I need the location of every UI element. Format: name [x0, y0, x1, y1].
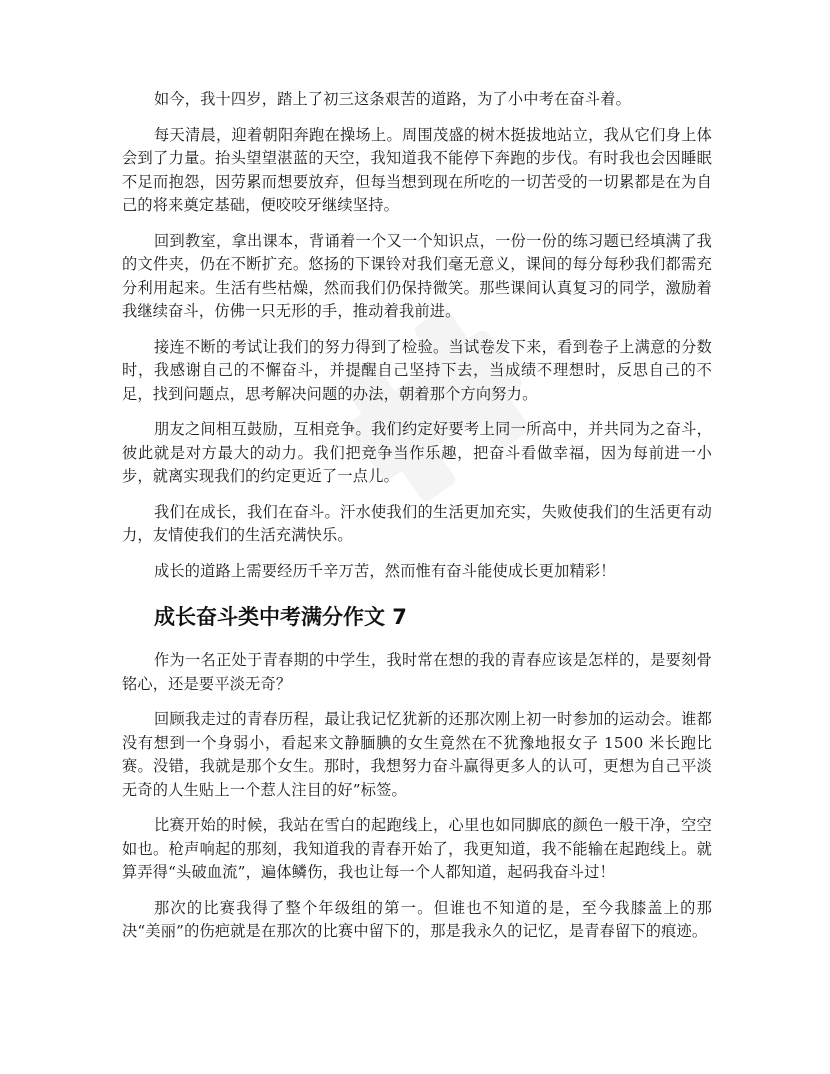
paragraph-10: 比赛开始的时候，我站在雪白的起跑线上，心里也如同脚底的颜色一般干净，空空如也。枪声响起的那刻，我知道我的青春开始了，我更知道，我不能输在起跑线上。就算弄得“头破血流”，遍体鳞伤，我也让每一个人都知道，起码我奋斗过！: [122, 816, 712, 881]
paragraph-4: 接连不断的考试让我们的努力得到了检验。当试卷发下来，看到卷子上满意的分数时，我感谢自己的不懈奋斗，并提醒自己坚持下去，当成绩不理想时，反思自己的不足，找到问题点，思考解决问题的办法，朝着那个方向努力。: [122, 337, 712, 403]
paragraph-5: 朋友之间相互鼓励，互相竞争。我们约定好要考上同一所高中，并共同为之奋斗，彼此就是对方最大的动力。我们把竞争当作乐趣，把奋斗看做幸福，因为每前进一小步，就离实现我们的约定更近了一点儿。: [122, 420, 712, 485]
paragraph-6: 我们在成长，我们在奋斗。汗水使我们的生活更加充实，失败使我们的生活更有动力，友情使我们的生活充满快乐。: [122, 502, 712, 544]
paragraph-8: 作为一名正处于青春期的中学生，我时常在想的我的青春应该是怎样的，是要刻骨铭心，还是要平淡无奇？: [122, 651, 712, 693]
paragraph-9: 回顾我走过的青春历程，最让我记忆犹新的还那次刚上初一时参加的运动会。谁都没有想到一个身弱小，看起来文静腼腆的女生竟然在不犹豫地报女子 1500 米长跑比赛。没错，我就是那个女生。那时，我想努力奋斗赢得更多人的认可，更想为自己平淡无奇的人生贴上一个惹人注目的好”标签。: [122, 710, 712, 799]
document-page: [122, 88, 712, 944]
paragraph-7: 成长的道路上需要经历千辛万苦，然而惟有奋斗能使成长更加精彩！: [154, 561, 616, 580]
paragraph-1: 如今，我十四岁，踏上了初三这条艰苦的道路，为了小中考在奋斗着。: [154, 90, 632, 108]
section-heading: 成长奋斗类中考满分作文 7: [154, 605, 407, 629]
paragraph-11: 那次的比赛我得了整个年级组的第一。但谁也不知道的是，至今我膝盖上的那决“美丽”的伤疤就是在那次的比赛中留下的，那是我永久的记忆，是青春留下的痕迹。: [122, 898, 712, 940]
paragraph-2: 每天清晨，迎着朝阳奔跑在操场上。周围茂盛的树木挺拔地站立，我从它们身上体会到了力量。抬头望望湛蓝的天空，我知道我不能停下奔跑的步伐。有时我也会因睡眠不足而抱怨，因劳累而想要放弃，但每当想到现在所吃的一切苦受的一切累都是在为自己的将来奠定基础，便咬咬牙继续坚持。: [122, 125, 712, 214]
paragraph-3: 回到教室，拿出课本，背诵着一个又一个知识点，一份一份的练习题已经填满了我的文件夹，仍在不断扩充。悠扬的下课铃对我们毫无意义，课间的每分每秒我们都需充分利用起来。生活有些枯燥，然而我们仍保持微笑。那些课间认真复习的同学，激励着我继续奋斗，仿佛一只无形的手，推动着我前进。: [122, 231, 712, 320]
